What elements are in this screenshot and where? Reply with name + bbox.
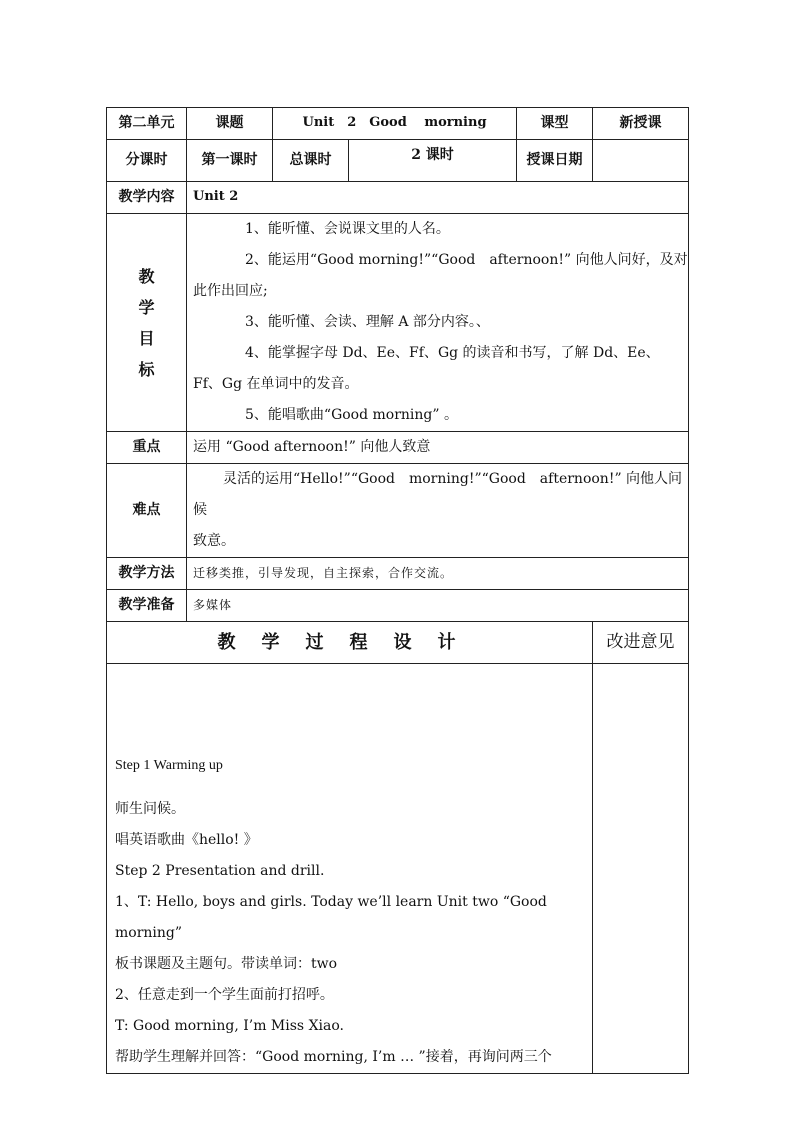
goal-line: 3、能听懂、会读、理解 A 部分内容。、 bbox=[245, 314, 490, 330]
date-value bbox=[593, 140, 689, 182]
lesson-plan-sheet bbox=[106, 107, 688, 1074]
process-line: 师生问候。 bbox=[115, 801, 185, 817]
header-row bbox=[107, 108, 689, 140]
key-point-label: 重点 bbox=[107, 432, 187, 464]
process-title: 教学过程设计 bbox=[107, 622, 593, 664]
period-value: 第一课时 bbox=[187, 140, 273, 182]
process-line: 板书课题及主题句。带读单词：two bbox=[115, 956, 338, 972]
period-label: 分课时 bbox=[107, 140, 187, 182]
goals-row bbox=[107, 214, 689, 432]
process-line: T: Good morning, I’m Miss Xiao. bbox=[115, 1018, 344, 1034]
process-line: 唱英语歌曲《hello! 》 bbox=[115, 832, 258, 848]
topic-label: 课题 bbox=[187, 108, 273, 140]
period-row bbox=[107, 140, 689, 182]
difficulty-row bbox=[107, 464, 689, 558]
prep-label: 教学准备 bbox=[107, 590, 187, 622]
process-content bbox=[107, 664, 593, 1074]
key-point-value: 运用 “Good afternoon!” 向他人致意 bbox=[187, 432, 689, 464]
process-header-row bbox=[107, 622, 689, 664]
goals-label: 教 学 目 标 bbox=[107, 214, 187, 432]
process-body-row bbox=[107, 664, 689, 1074]
difficulty-value: 灵活的运用“Hello!”“Good morning!”“Good afternoon!” 向他人问候 致意。 bbox=[187, 464, 689, 558]
total-value: 2 课时 bbox=[349, 140, 517, 182]
comments-cell bbox=[593, 664, 689, 1074]
process-line: Step 2 Presentation and drill. bbox=[115, 863, 325, 879]
date-label: 授课日期 bbox=[517, 140, 593, 182]
method-row bbox=[107, 558, 689, 590]
process-line: 帮助学生理解并回答：“Good morning, I’m … ”接着，再询问两三个 bbox=[115, 1049, 552, 1065]
goals-list bbox=[187, 214, 689, 432]
difficulty-label: 难点 bbox=[107, 464, 187, 558]
process-line: 1、T: Hello, boys and girls. Today we’ll learn Unit two “Good morning” bbox=[115, 894, 547, 941]
comments-label: 改进意见 bbox=[593, 622, 689, 664]
method-value: 迁移类推，引导发现，自主探索，合作交流。 bbox=[187, 558, 689, 590]
goal-line: 4、能掌握字母 Dd、Ee、Ff、Gg 的读音和书写，了解 Dd、Ee、 bbox=[245, 345, 660, 361]
prep-row bbox=[107, 590, 689, 622]
method-label: 教学方法 bbox=[107, 558, 187, 590]
lesson-plan-table bbox=[106, 107, 689, 1074]
key-point-row bbox=[107, 432, 689, 464]
content-value: Unit 2 bbox=[187, 182, 689, 214]
topic-value: Unit 2 Good morning bbox=[273, 108, 517, 140]
step1-heading: Step 1 Warming up bbox=[115, 758, 223, 773]
total-label: 总课时 bbox=[273, 140, 349, 182]
content-row bbox=[107, 182, 689, 214]
goal-line: 此作出回应; bbox=[193, 283, 268, 299]
type-label: 课型 bbox=[517, 108, 593, 140]
goal-line: 5、能唱歌曲“Good morning” 。 bbox=[245, 407, 458, 423]
prep-value: 多媒体 bbox=[187, 590, 689, 622]
content-label: 教学内容 bbox=[107, 182, 187, 214]
type-value: 新授课 bbox=[593, 108, 689, 140]
goal-line: 2、能运用“Good morning!”“Good afternoon!” 向他人问好，及对 bbox=[245, 252, 688, 268]
unit-label: 第二单元 bbox=[107, 108, 187, 140]
goal-line: Ff、Gg 在单词中的发音。 bbox=[193, 376, 359, 392]
goal-line: 1、能听懂、会说课文里的人名。 bbox=[245, 221, 450, 237]
process-line: 2、任意走到一个学生面前打招呼。 bbox=[115, 987, 334, 1003]
